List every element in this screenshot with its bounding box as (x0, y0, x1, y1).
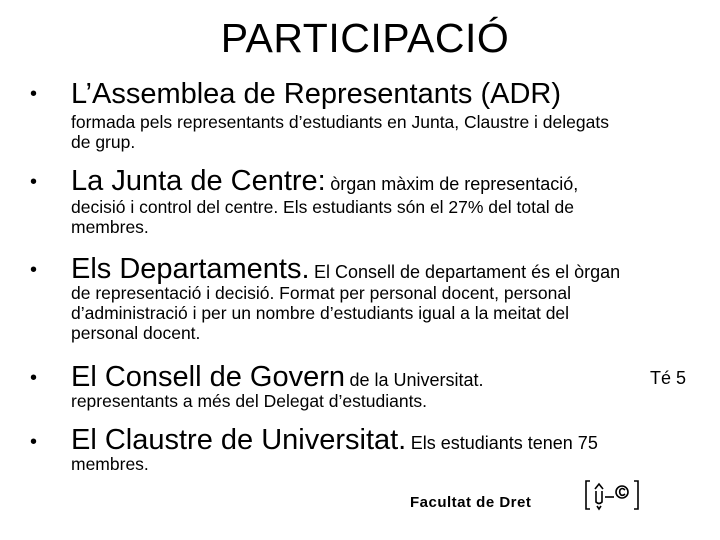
item-line: membres. (71, 454, 149, 474)
faculty-logo-icon (583, 478, 643, 514)
item-heading-text: Els Departaments. (71, 253, 310, 285)
item-line: d’administració i per un nombre d’estudiants igual a la meitat del (71, 303, 570, 323)
item-inline-text: de la Universitat. (349, 370, 484, 390)
item-line: membres. (71, 217, 149, 237)
bullet-marker: • (30, 171, 38, 193)
item-line: representants a més del Delegat d’estudiants. (71, 391, 428, 411)
bullet-marker: • (30, 259, 38, 281)
item-heading-text: El Claustre de Universitat. (71, 424, 407, 456)
item-heading (71, 164, 578, 198)
item-heading-text: La Junta de Centre: (71, 165, 326, 197)
item-heading-text: El Consell de Govern (71, 361, 346, 393)
bullet-marker: • (30, 431, 38, 453)
item-line: de grup. (71, 132, 136, 152)
bullet-marker: • (30, 367, 38, 389)
item-line: personal docent. (71, 323, 201, 343)
item-line: de representació i decisió. Format per personal docent, personal (71, 283, 571, 303)
item-heading (71, 252, 620, 286)
item-inline-text: Els estudiants tenen 75 (410, 433, 598, 453)
item-trailing-text: Té 5 (650, 368, 687, 388)
item-heading (71, 423, 598, 457)
slide-title: PARTICIPACIÓ (220, 15, 510, 61)
item-line: formada pels representants d’estudiants en Junta, Claustre i delegats (71, 112, 609, 132)
item-heading-text: L’Assemblea de Representants (ADR) (71, 78, 562, 110)
bullet-marker: • (30, 83, 38, 105)
item-inline-text: òrgan màxim de representació, (330, 174, 579, 194)
item-line: decisió i control del centre. Els estudiants són el 27% del total de (71, 197, 574, 217)
item-heading (71, 360, 484, 394)
footer-faculty-name: Facultat de Dret (410, 494, 532, 511)
item-heading (71, 77, 561, 111)
item-inline-text: El Consell de departament és el òrgan (314, 262, 621, 282)
